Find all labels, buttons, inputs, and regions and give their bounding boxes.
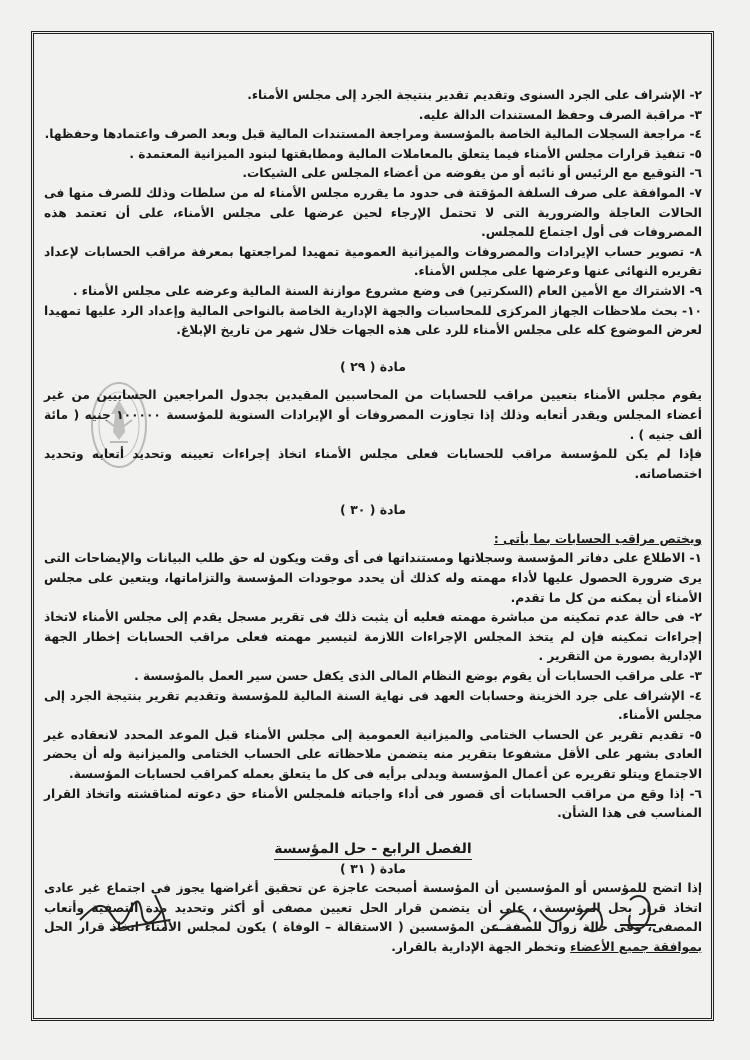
list-item: ٤- مراجعة السجلات المالية الخاصة بالمؤسسة ومراجعة المستندات المالية قبل وبعد الصرف واعتمادها وحفظها. — [44, 127, 702, 142]
list-item: ١٠- بحث ملاحظات الجهاز المركزى للمحاسبات والجهة الإدارية الخاصة بالنواحى المالية وإعداد الرد عليها تمهيدا لعرض الموضوع كله على مجلس الأمناء للرد على هذه الجهات خلال شهر من تاريخ الإبلاغ. — [44, 303, 702, 338]
underlined-phrase: بموافقة جميع الأعضاء — [570, 939, 702, 954]
duties-list-continued — [44, 86, 702, 341]
paragraph-text-end: وتخطر الجهة الإدارية بالقرار. — [391, 939, 571, 954]
list-item: ٣- مراقبة الصرف وحفظ المستندات الدالة عليه. — [418, 107, 702, 122]
paragraph: يقوم مجلس الأمناء بتعيين مراقب للحسابات من المحاسبين المقيدين بجدول المراجعين الحسابيين من غير أعضاء المجلس ويقدر أتعابه وذلك إذا تجاوزت المصروفات أو الإيرادات السنوية للمؤسسة ١٠٠٠٠٠ جنيه ( مائة ألف جنيه ) . — [44, 388, 702, 442]
list-item: ٧- الموافقة على صرف السلفة المؤقتة فى حدود ما يقرره مجلس الأمناء له من سلطات وذلك للصرف منها فى الحالات العاجلة والضرورية التى لا تحتمل الإرجاء لحين عرضها على مجلس الأمناء، على أن تعتمد هذه المصروفات فى أول اجتماع للمجلس. — [44, 185, 702, 240]
article-30-heading: مادة ( ٣٠ ) — [340, 502, 406, 518]
chapter-title — [44, 840, 702, 860]
list-item: ٨- تصوير حساب الإيرادات والمصروفات والميزانية العمومية تمهيدا لمراجعتها بمعرفة مراقب الحسابات لإعداد تقريره النهائى عنها وعرضها على مجلس الأمناء. — [44, 244, 702, 279]
list-item: ١- الاطلاع على دفاتر المؤسسة وسجلاتها ومستنداتها فى أى وقت ويكون له حق طلب البيانات والإيضاحات التى يرى ضرورة الحصول عليها لأداء مهمته وله كذلك أن يحدد موجودات المؤسسة والتزاماتها، ويتعين على مجلس الأمناء أن يمكنه من كل ما تقدم. — [44, 551, 702, 605]
article-29-heading: مادة ( ٢٩ ) — [340, 358, 406, 374]
list-item: ٦- إذا وقع من مراقب الحسابات أى قصور فى أداء واجباته فلمجلس الأمناء حق دعوته لمناقشته واتخاذ القرار المناسب فى هذا الشأن. — [44, 786, 702, 821]
list-item: ٥- تنفيذ قرارات مجلس الأمناء فيما يتعلق بالمعاملات المالية ومطابقتها لبنود الميزانية المعتمدة . — [129, 146, 702, 161]
signature-left — [70, 880, 190, 950]
list-item: ٤- الإشراف على جرد الخزينة وحسابات العهد فى نهاية السنة المالية للمؤسسة وتقديم تقرير بنتيجة الجرد إلى مجلس الأمناء. — [44, 688, 702, 723]
list-item: ٦- التوقيع مع الرئيس أو نائبه أو من يفوضه من أعضاء المجلس على الشيكات. — [242, 166, 702, 181]
article-31-heading: مادة ( ٣١ ) — [340, 861, 406, 877]
list-item: ٢- فى حالة عدم تمكينه من مباشرة مهمته فعليه أن يثبت ذلك فى تقرير مسجل يقدم إلى مجلس الأمناء لاتخاذ إجراءات تمكينه فإن لم يتخذ المجلس الإجراءات اللازمة لتيسير مهمته فعلى مراقب الحسابات إخطار الجهة الإدارية بصورة من التقرير . — [44, 610, 702, 664]
chapter-title-text: الفصل الرابع - حل المؤسسة — [274, 841, 471, 860]
document-body — [44, 86, 702, 957]
section-subheading: ويختص مراقب الحسابات بما يأتى : — [493, 531, 702, 546]
list-item: ٢- الإشراف على الجرد السنوى وتقديم تقدير بنتيجة الجرد إلى مجلس الأمناء. — [247, 88, 702, 102]
list-item: ٩- الاشتراك مع الأمين العام (السكرتير) فى وضع مشروع موازنة السنة المالية وعرضه على مجلس الأمناء . — [72, 283, 702, 298]
signature-right — [480, 880, 670, 950]
list-item: ٣- على مراقب الحسابات أن يقوم بوضع النظام المالى الذى يكفل حسن سير العمل بالمؤسسة . — [134, 669, 702, 684]
paragraph-text: إذا اتضح للمؤسس أو المؤسسين أن المؤسسة أصبحت عاجزة عن تحقيق أغراضها يجوز فى اجتماع غير عادى اتخاذ قرار بحل المؤسسة ، على أن يتضمن قرار الحل تعيين مصفى أو أكثر وتحديد مدة التصفية وأتعاب المصفى، وفى حالة زوال الصفة عن المؤسسين ( الاستقالة – الوفاة ) يكون لمجلس الأمناء اتخاذ قرار الحل — [44, 880, 702, 935]
paragraph: فإذا لم يكن للمؤسسة مراقب للحسابات فعلى مجلس الأمناء اتخاذ إجراءات تعيينه وتحديد أتعابه وتحديد اختصاصاته. — [44, 447, 702, 481]
list-item: ٥- تقديم تقرير عن الحساب الختامى والميزانية العمومية إلى مجلس الأمناء قبل الموعد المحدد لانعقاده غير العادى بشهر على الأقل مشفوعا بتقرير منه يتضمن ملاحظاته على الحساب الختامى والميزانية وله أن يحضر الاجتماع ويتلو تقريره عن أعمال المؤسسة ويدلى برأيه فى كل ما يتعلق بعمله كمراقب لحسابات المؤسسة. — [44, 727, 702, 781]
